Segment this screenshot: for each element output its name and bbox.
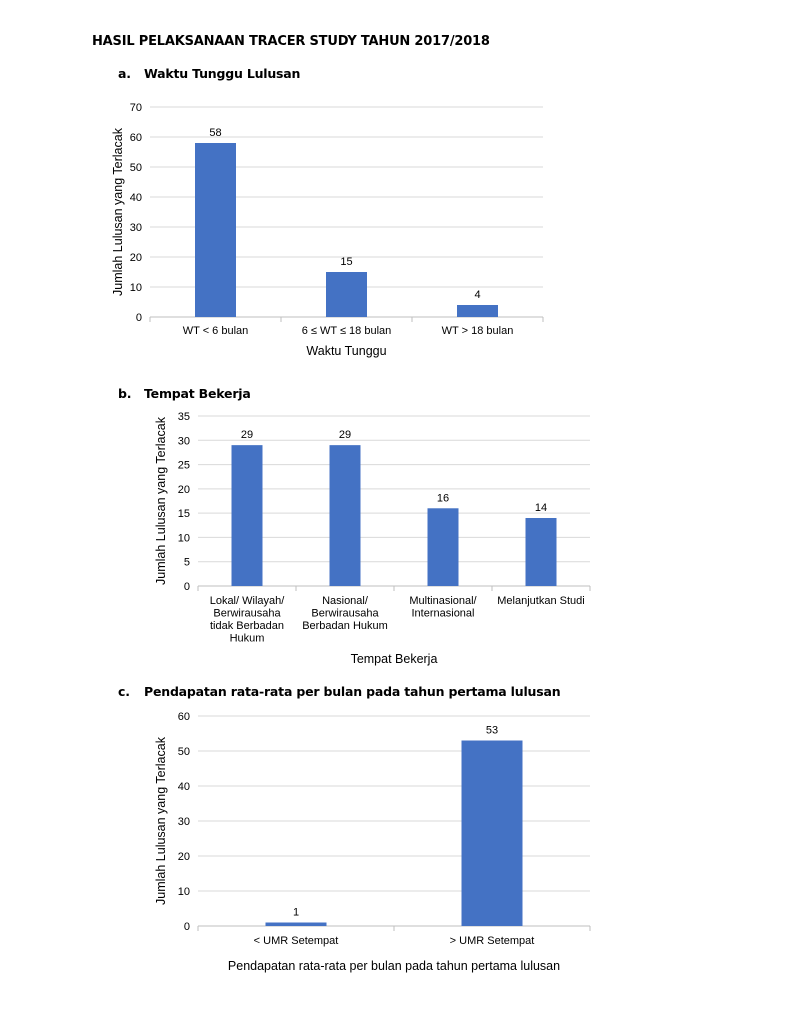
x-tick-label-line: < UMR Setempat — [253, 935, 339, 947]
x-tick-label-line: Internasional — [411, 607, 475, 620]
x-tick-label-line: Lokal/ Wilayah/ — [209, 595, 285, 607]
section-heading-b — [118, 386, 251, 401]
x-tick-label — [497, 595, 584, 607]
bar — [462, 741, 523, 927]
y-tick-label: 0 — [183, 921, 190, 933]
data-label: 15 — [340, 256, 353, 268]
y-tick-label: 50 — [129, 162, 142, 174]
x-axis-title: Waktu Tunggu — [306, 344, 387, 358]
y-tick-label: 10 — [177, 886, 190, 898]
data-label: 29 — [338, 429, 352, 442]
bar — [232, 445, 263, 586]
y-axis-title: Jumlah Lulusan yang Terlacak — [111, 128, 125, 296]
bar — [330, 445, 361, 586]
y-tick-label: 10 — [129, 282, 142, 294]
section-heading-text: Pendapatan rata-rata per bulan pada tahun pertama lulusan — [144, 684, 561, 699]
x-tick-label-line: WT > 18 bulan — [441, 325, 514, 337]
y-tick-label: 60 — [129, 132, 142, 144]
y-tick-label: 20 — [177, 851, 190, 863]
x-tick-label — [183, 325, 249, 337]
y-tick-label: 0 — [183, 581, 190, 593]
y-tick-label: 15 — [177, 508, 190, 521]
chart-waktu-tunggu — [0, 96, 791, 366]
bar — [195, 143, 236, 317]
x-tick-label — [302, 325, 392, 337]
x-tick-label-line: Berwirausaha — [311, 607, 379, 620]
y-tick-label: 40 — [177, 781, 190, 793]
x-axis-title: Pendapatan rata-rata per bulan pada tahun pertama lulusan — [227, 959, 561, 973]
data-label: 14 — [534, 502, 548, 514]
x-axis-title: Tempat Bekerja — [350, 652, 438, 666]
x-tick-label-line: Berwirausaha — [213, 607, 281, 620]
y-tick-label: 30 — [177, 816, 190, 828]
y-axis-title: Jumlah Lulusan yang Terlacak — [154, 737, 168, 905]
chart-tempat-bekerja — [0, 408, 791, 673]
y-tick-label: 30 — [129, 222, 142, 234]
data-label: 53 — [485, 724, 499, 737]
y-tick-label: 25 — [177, 459, 190, 472]
x-tick-label-line: Nasional/ — [322, 595, 368, 607]
x-tick-label — [302, 595, 388, 632]
y-tick-label: 35 — [177, 411, 190, 423]
document-title: HASIL PELAKSANAAN TRACER STUDY TAHUN 2017/2018 — [92, 34, 490, 49]
bar — [526, 518, 557, 586]
y-tick-label: 0 — [135, 312, 142, 324]
x-tick-label — [210, 595, 286, 645]
chart-pendapatan — [0, 706, 791, 986]
y-tick-label: 40 — [129, 192, 142, 204]
x-tick-label-line: Berbadan Hukum — [302, 620, 388, 632]
y-tick-label: 20 — [129, 252, 142, 264]
x-tick-label — [450, 935, 535, 947]
y-tick-label: 70 — [129, 102, 142, 114]
x-tick-label-line: Hukum — [229, 632, 265, 645]
data-label: 16 — [436, 492, 450, 505]
y-tick-label: 10 — [177, 532, 190, 545]
data-label: 58 — [209, 127, 222, 139]
x-tick-label-line: Melanjutkan Studi — [497, 595, 585, 607]
y-tick-label: 20 — [177, 483, 190, 496]
section-marker: b. — [118, 386, 132, 401]
section-heading-a — [118, 66, 300, 81]
section-heading-c — [118, 684, 560, 699]
section-heading-text: Tempat Bekerja — [144, 386, 251, 401]
section-marker: a. — [118, 66, 131, 81]
bar — [266, 923, 327, 927]
x-tick-label-line: 6 ≤ WT ≤ 18 bulan — [301, 325, 392, 337]
x-tick-label — [409, 595, 477, 620]
x-tick-label-line: Multinasional/ — [409, 595, 477, 607]
x-tick-label — [254, 935, 339, 947]
section-marker: c. — [118, 684, 130, 699]
x-tick-label-line: > UMR Setempat — [449, 935, 535, 947]
y-tick-label: 5 — [183, 556, 190, 569]
data-label: 1 — [292, 906, 300, 919]
bar — [457, 305, 498, 317]
y-axis-title: Jumlah Lulusan yang Terlacak — [154, 417, 168, 585]
y-tick-label: 30 — [177, 435, 190, 448]
y-tick-label: 50 — [177, 746, 190, 758]
section-heading-text: Waktu Tunggu Lulusan — [144, 66, 301, 81]
data-label: 29 — [240, 429, 254, 442]
y-tick-label: 60 — [177, 711, 190, 723]
bar — [326, 272, 367, 317]
data-label: 4 — [474, 289, 481, 301]
bar — [428, 508, 459, 586]
x-tick-label-line: tidak Berbadan — [210, 620, 284, 632]
x-tick-label — [442, 325, 514, 337]
x-tick-label-line: WT < 6 bulan — [182, 325, 249, 337]
